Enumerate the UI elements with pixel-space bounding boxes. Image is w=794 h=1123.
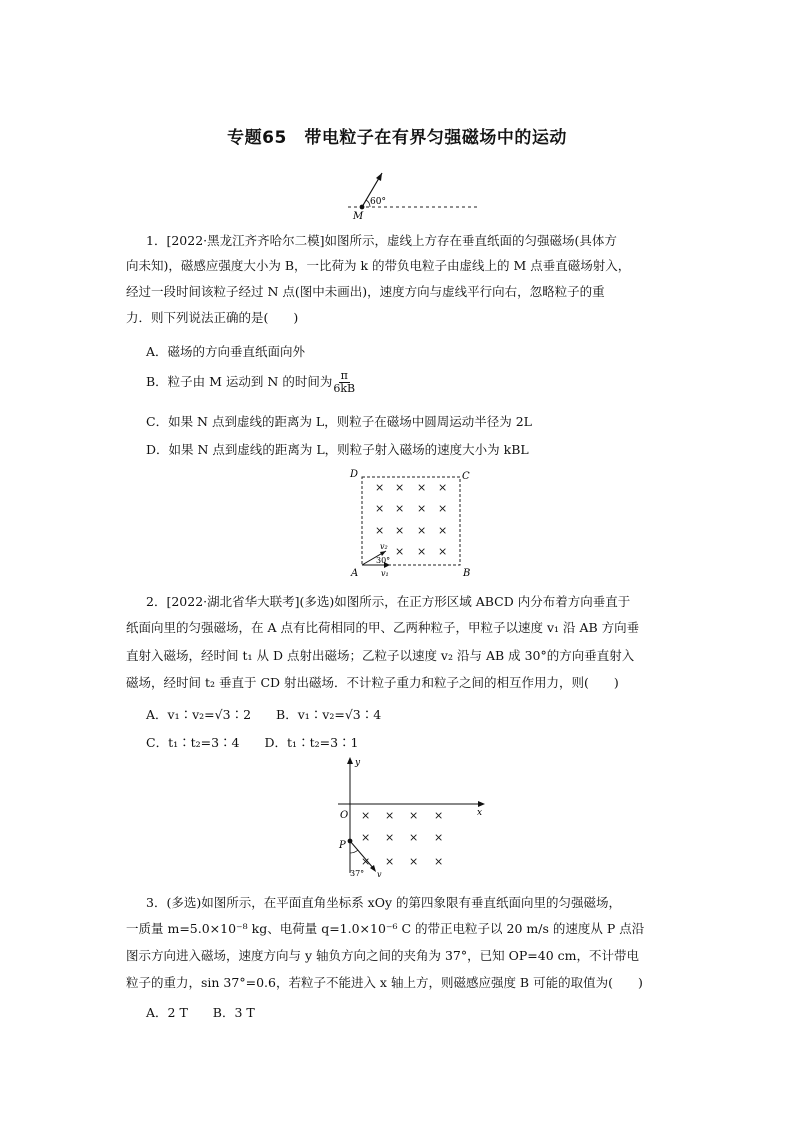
cross: × xyxy=(417,524,427,537)
point-p-label: P xyxy=(339,840,346,851)
cross: × xyxy=(395,502,405,515)
point-c-label: C xyxy=(462,471,470,482)
q2-options-cd: C．t₁∶t₂=3∶4 D．t₁∶t₂=3∶1 xyxy=(146,735,359,750)
q2-line-4: 磁场，经时间 t₂ 垂直于 CD 射出磁场．不计粒子重力和粒子之间的相互作用力，则( ) xyxy=(126,675,619,690)
q3-line-2: 一质量 m=5.0×10⁻⁸ kg、电荷量 q=1.0×10⁻⁶ C 的带正电粒子以 20 m/s 的速度从 P 点沿 xyxy=(126,921,645,936)
cross: × xyxy=(385,855,395,868)
point-a-label: A xyxy=(351,568,359,579)
q1-option-c: C．如果 N 点到虚线的距离为 L，则粒子在磁场中圆周运动半径为 2L xyxy=(146,414,532,429)
fraction xyxy=(333,370,355,395)
cross: × xyxy=(417,545,427,558)
q1-option-a: A．磁场的方向垂直纸面向外 xyxy=(146,344,306,359)
fraction-den: 6kB xyxy=(333,382,356,395)
q3-line-3: 图示方向进入磁场，速度方向与 y 轴负方向之间的夹角为 37°，已知 OP=40 cm，不计带电 xyxy=(126,948,639,963)
angle-label: 30° xyxy=(376,556,391,565)
cross: × xyxy=(438,545,448,558)
q3-options-ab: A．2 T B．3 T xyxy=(146,1005,255,1020)
cross: × xyxy=(434,855,444,868)
v-label: v xyxy=(377,870,382,879)
cross: × xyxy=(438,524,448,537)
page-title: 专题65 带电粒子在有界匀强磁场中的运动 xyxy=(227,128,567,148)
cross: × xyxy=(409,831,419,844)
q1-line-2: 向未知)，磁感应强度大小为 B，一比荷为 k 的带负电粒子由虚线上的 M 点垂直磁场射入， xyxy=(126,258,631,273)
q1-option-b xyxy=(146,370,355,395)
point-m-label: M xyxy=(353,211,364,220)
cross: × xyxy=(385,809,395,822)
x-axis-label: x xyxy=(477,808,483,818)
y-axis-label: y xyxy=(355,758,361,768)
cross: × xyxy=(395,481,405,494)
cross: × xyxy=(375,524,385,537)
v2-label: v₂ xyxy=(380,542,388,551)
cross: × xyxy=(417,481,427,494)
angle-label: 37° xyxy=(350,869,365,878)
cross: × xyxy=(417,502,427,515)
cross: × xyxy=(395,524,405,537)
cross: × xyxy=(385,831,395,844)
q1-option-b-text: B．粒子由 M 运动到 N 的时间为 xyxy=(146,374,333,389)
cross: × xyxy=(434,809,444,822)
cross: × xyxy=(361,809,371,822)
angle-label: 60° xyxy=(370,197,386,207)
q2-line-1: 2．[2022·湖北省华大联考](多选)如图所示，在正方形区域 ABCD 内分布着方向垂直于 xyxy=(146,594,631,609)
cross: × xyxy=(395,545,405,558)
cross: × xyxy=(438,481,448,494)
origin-label: O xyxy=(340,810,349,821)
q3-line-1: 3．(多选)如图所示，在平面直角坐标系 xOy 的第四象限有垂直纸面向里的匀强磁场， xyxy=(146,895,622,910)
figure-1 xyxy=(340,165,480,220)
q1-option-d: D．如果 N 点到虚线的距离为 L，则粒子射入磁场的速度大小为 kBL xyxy=(146,442,529,457)
cross: × xyxy=(409,855,419,868)
q1-line-4: 力．则下列说法正确的是( ) xyxy=(126,310,299,325)
q1-line-3: 经过一段时间该粒子经过 N 点(图中未画出)，速度方向与虚线平行向右，忽略粒子的重 xyxy=(126,284,605,299)
point-b-label: B xyxy=(463,568,471,579)
figure-3 xyxy=(330,755,490,880)
cross: × xyxy=(434,831,444,844)
cross: × xyxy=(375,481,385,494)
point-d-label: D xyxy=(350,469,359,480)
v1-label: v₁ xyxy=(381,569,389,578)
figure-2 xyxy=(346,465,476,580)
q2-line-2: 纸面向里的匀强磁场，在 A 点有比荷相同的甲、乙两种粒子，甲粒子以速度 v₁ 沿 AB 方向垂 xyxy=(126,620,640,635)
cross: × xyxy=(361,831,371,844)
q2-line-3: 直射入磁场，经时间 t₁ 从 D 点射出磁场；乙粒子以速度 v₂ 沿与 AB 成 30°的方向垂直射入 xyxy=(126,648,635,663)
q2-options-ab: A．v₁∶v₂=√3∶2 B．v₁∶v₂=√3∶4 xyxy=(146,707,382,722)
q3-line-4: 粒子的重力，sin 37°=0.6，若粒子不能进入 x 轴上方，则磁感应强度 B 可能的取值为( ) xyxy=(126,975,643,990)
cross: × xyxy=(438,502,448,515)
q1-line-1: 1．[2022·黑龙江齐齐哈尔二模]如图所示，虚线上方存在垂直纸面的匀强磁场(具体方 xyxy=(146,233,617,248)
cross: × xyxy=(409,809,419,822)
cross: × xyxy=(375,502,385,515)
fraction-num: π xyxy=(340,369,348,382)
cross: × xyxy=(361,855,371,868)
